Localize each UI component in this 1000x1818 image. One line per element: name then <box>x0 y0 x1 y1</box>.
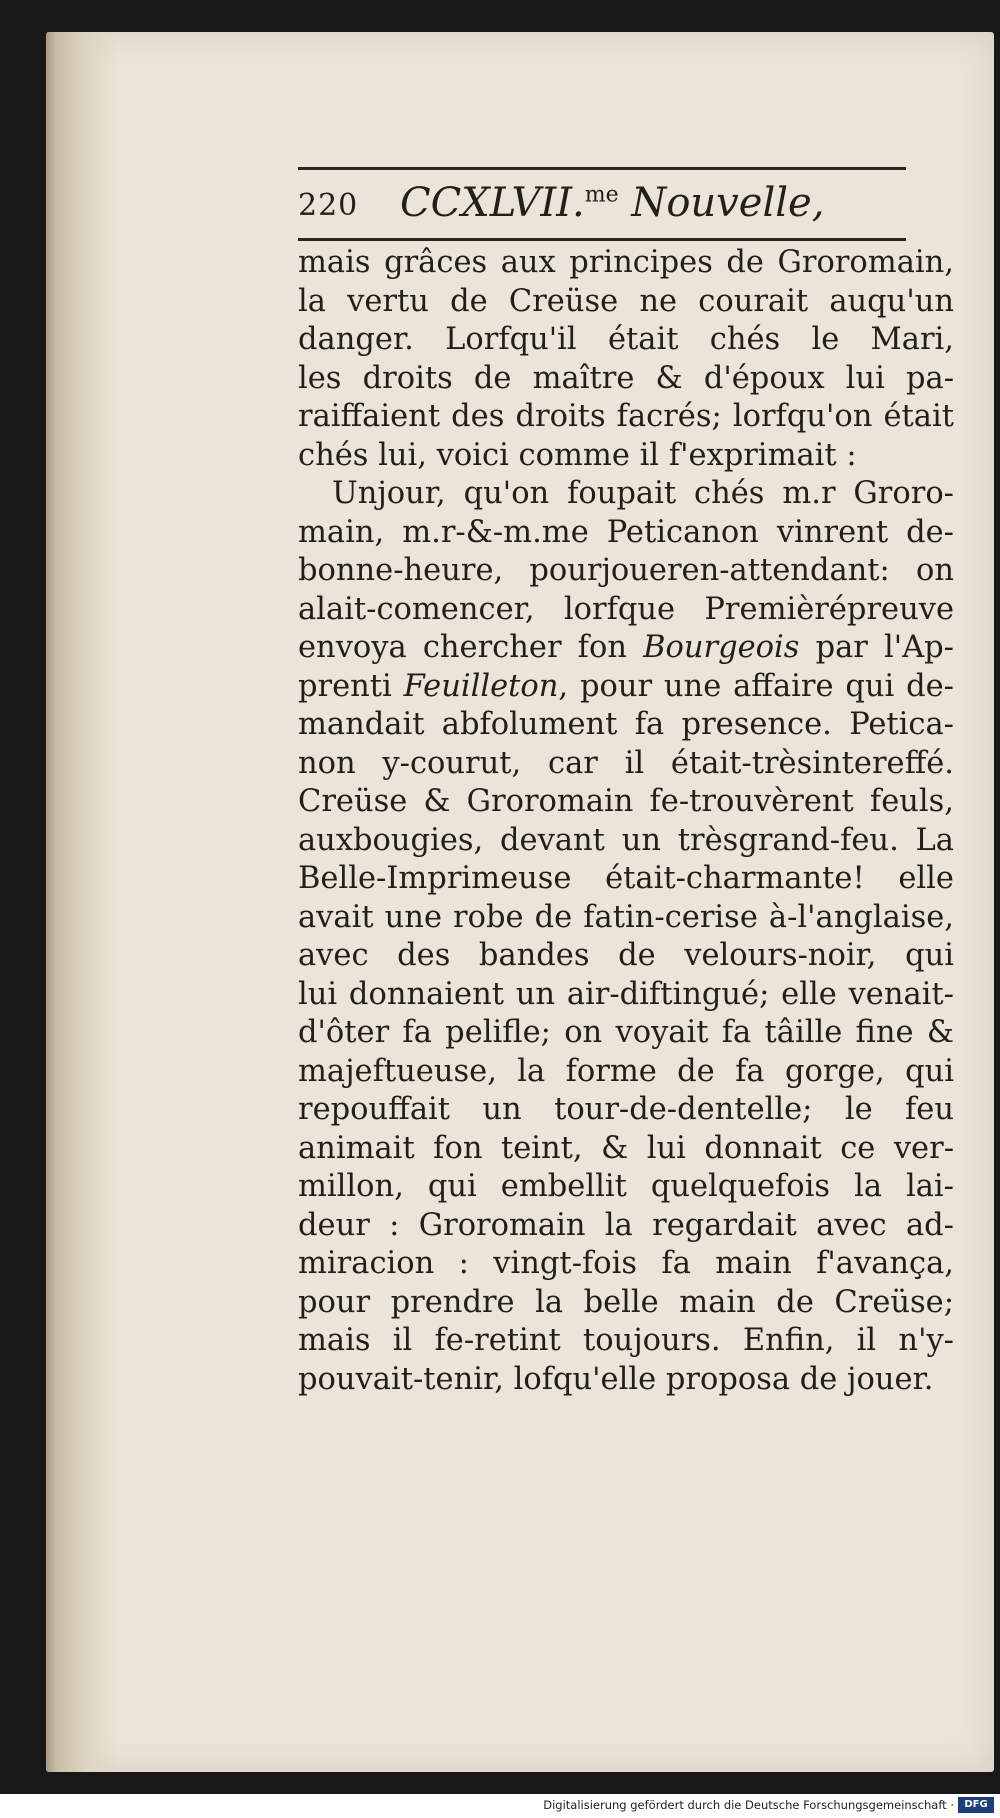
text-line: deur : Groromain la regardait avec ad- <box>298 1207 954 1243</box>
text-fragment: envoya chercher fon <box>298 630 644 665</box>
body-text <box>298 244 954 1399</box>
text-line: majeftueuse, la forme de fa gorge, qui <box>298 1053 954 1089</box>
text-line: pouvait-tenir, lofqu'elle proposa de jouer. <box>298 1361 934 1397</box>
running-title-superscript: me <box>584 182 619 208</box>
text-line: la vertu de Creüse ne courait auqu'un <box>298 283 954 319</box>
dfg-logo-icon: DFG <box>958 1797 994 1813</box>
text-line: main, m.r-&-m.me Peticanon vinrent de- <box>298 514 954 550</box>
header-rule-bottom <box>298 238 906 241</box>
text-line: chés lui, voici comme il f'exprimait : <box>298 437 857 473</box>
text-line: non y-courut, car il était-trèsintereffé. <box>298 745 954 781</box>
text-fragment: prenti <box>298 668 404 704</box>
text-line: d'ôter fa pelifle; on voyait fa tâille fine & <box>298 1015 954 1050</box>
italic-word-bourgeois: Bourgeois <box>643 630 800 665</box>
text-line: Belle-Imprimeuse était-charmante! elle <box>298 861 954 896</box>
header-rule-top <box>298 167 906 170</box>
text-line: miracion : vingt-fois fa main f'avança, <box>298 1246 954 1281</box>
running-title <box>400 180 824 226</box>
text-line: pour prendre la belle main de Creüse; <box>298 1284 954 1320</box>
page-edge-shadow <box>46 32 118 1772</box>
text-line: mandait abfolument fa presence. Petica- <box>298 707 954 742</box>
text-line: bonne-heure, pourjoueren-attendant: on <box>298 553 954 588</box>
italic-word-feuilleton: Feuilleton <box>403 668 559 704</box>
text-line: avait une robe de fatin-cerise à-l'anglaise, <box>298 899 954 935</box>
page-header <box>298 174 906 234</box>
text-line: lui donnaient un air-diftingué; elle venait- <box>298 976 954 1012</box>
text-line: animait fon teint, & lui donnait ce ver- <box>298 1130 954 1166</box>
text-line: Creüse & Groromain fe-trouvèrent feuls, <box>298 784 954 819</box>
funding-credit: Digitalisierung gefördert durch die Deutsche Forschungsgemeinschaft · <box>543 1798 954 1812</box>
text-line: repouffait un tour-de-dentelle; le feu <box>298 1092 954 1127</box>
text-line: les droits de maître & d'époux lui pa- <box>298 360 954 396</box>
text-line: Unjour, qu'on foupait chés m.r Groro- <box>332 476 954 511</box>
text-line: mais il fe-retint toujours. Enfin, il n'y- <box>298 1323 954 1358</box>
text-line: alait-comencer, lorfque Premièrépreuve <box>298 591 954 627</box>
text-fragment: par l'Ap- <box>799 630 954 665</box>
text-line: raiffaient des droits facrés; lorfqu'on était <box>298 399 954 434</box>
text-line: danger. Lorfqu'il était chés le Mari, <box>298 322 954 357</box>
digitization-footer <box>0 1794 1000 1818</box>
text-line <box>298 629 954 668</box>
text-line: mais grâces aux principes de Groromain, <box>298 245 954 280</box>
text-line: avec des bandes de velours-noir, qui <box>298 938 954 973</box>
page-number: 220 <box>298 188 359 223</box>
running-title-word: Nouvelle, <box>618 180 825 226</box>
text-fragment: , pour une affaire qui de- <box>558 668 954 704</box>
running-title-numeral: CCXLVII. <box>400 180 585 226</box>
text-line: auxbougies, devant un trèsgrand-feu. La <box>298 822 954 858</box>
text-line: millon, qui embellit quelquefois la lai- <box>298 1169 954 1204</box>
text-line <box>298 668 954 707</box>
